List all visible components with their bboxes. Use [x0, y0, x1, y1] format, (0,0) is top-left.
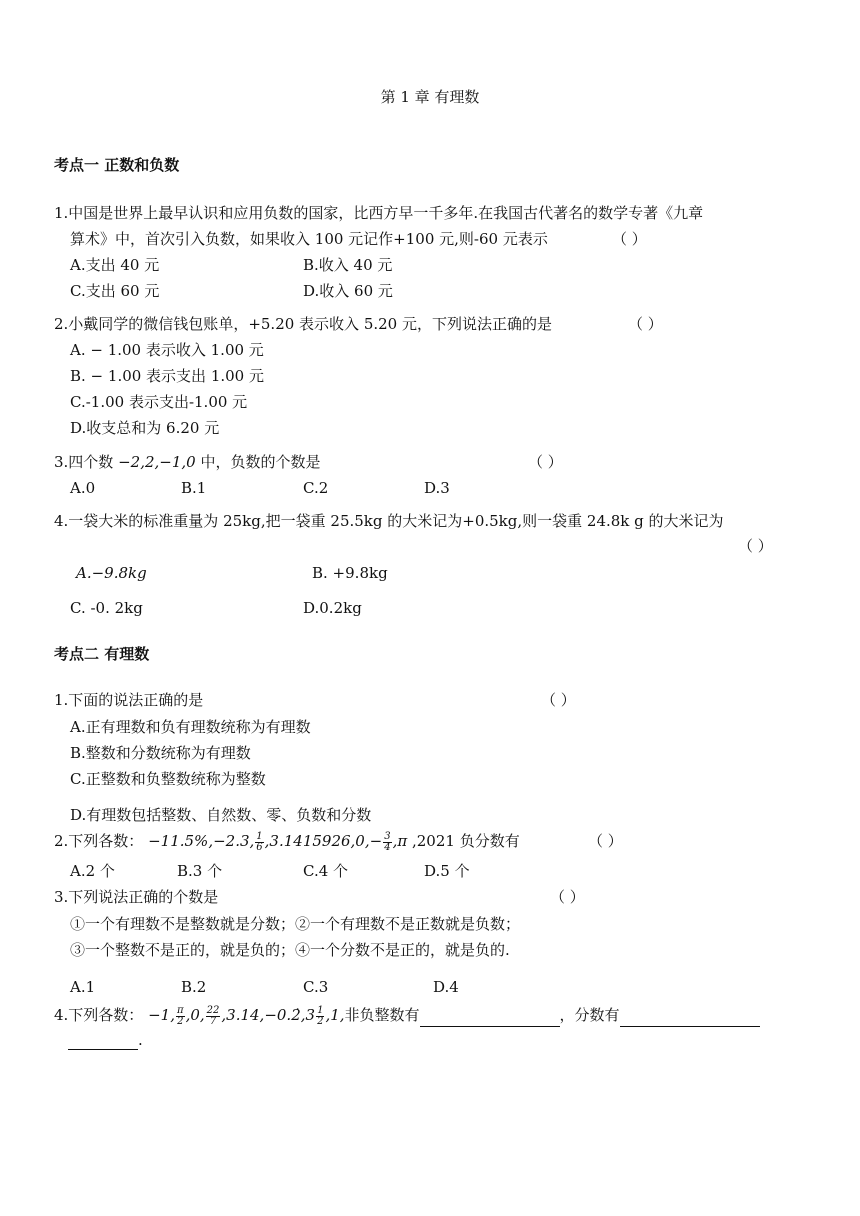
s1-q1-option-d: D.收入 60 元: [303, 282, 393, 300]
s1-q3-numbers: −2,2,−1,0: [118, 453, 196, 471]
s2-q2-stem: [54, 830, 520, 853]
s1-q3-stem-a: 3.四个数: [54, 453, 119, 471]
s1-q2-option-b: B. − 1.00 表示支出 1.00 元: [70, 367, 264, 385]
s1-q2-stem: 2.小戴同学的微信钱包账单，+5.20 表示收入 5.20 元，下列说法正确的是: [54, 315, 552, 333]
math-part: ,3.14,−0.2̇,3: [221, 1006, 316, 1024]
fraction-numerator: 1: [256, 830, 263, 842]
s2-q2-lead: 2.下列各数：: [54, 832, 144, 850]
fraction-numerator: 3: [384, 830, 391, 842]
answer-blank-nonneg-integers[interactable]: [420, 1010, 560, 1027]
fraction-numerator: π: [176, 1004, 184, 1016]
section-heading-2: 考点二 有理数: [54, 645, 150, 663]
answer-blank-fractions-cont[interactable]: [68, 1033, 138, 1050]
s2-q3-statement-line2: ③一个整数不是正的，就是负的；④一个分数不是正的，就是负的.: [70, 941, 510, 959]
fraction-numerator: 1: [317, 1004, 324, 1016]
s2-q3-option-d: D.4: [433, 978, 459, 996]
s1-q4-option-c: C. -0. 2kg: [70, 599, 143, 617]
s2-q2-option-a: A.2 个: [70, 862, 115, 880]
fraction-numerator: 22: [206, 1004, 220, 1016]
fraction-denominator: 2: [177, 1015, 184, 1027]
answer-parentheses: （ ）: [612, 230, 647, 248]
fraction-one-half: [316, 1006, 324, 1027]
math-part: −1,: [148, 1006, 175, 1024]
answer-parentheses: （ ）: [738, 537, 773, 555]
s2-q4-continuation: [68, 1030, 143, 1050]
s1-q1-option-b: B.收入 40 元: [303, 256, 393, 274]
s1-q1-option-a: A.支出 40 元: [70, 256, 160, 274]
answer-parentheses: （ ）: [528, 453, 563, 471]
s1-q2-option-c: C.-1.00 表示支出-1.00 元: [70, 393, 248, 411]
math-part: ,3.1415926,0,−: [264, 832, 383, 850]
s2-q2-option-d: D.5 个: [424, 862, 470, 880]
s2-q2-option-c: C.4 个: [303, 862, 349, 880]
fraction-three-quarters: [383, 832, 391, 853]
fraction-pi-over-two: [176, 1006, 185, 1027]
answer-parentheses: （ ）: [550, 888, 585, 906]
answer-parentheses: （ ）: [628, 315, 663, 333]
s1-q2-option-a: A. − 1.00 表示收入 1.00 元: [70, 341, 264, 359]
s1-q3-option-c: C.2: [303, 479, 329, 497]
answer-blank-fractions[interactable]: [620, 1010, 760, 1027]
s1-q1-stem-line1: 1.中国是世界上最早认识和应用负数的国家，比西方早一千多年.在我国古代著名的数学专著《九章: [54, 204, 704, 222]
s2-q3-stem: 3.下列说法正确的个数是: [54, 888, 219, 906]
s2-q3-option-c: C.3: [303, 978, 329, 996]
fraction-denominator: 4: [384, 841, 391, 853]
fraction-one-sixth: [255, 832, 263, 853]
s2-q4-label-fractions: ，分数有: [559, 1006, 620, 1024]
s2-q1-option-b: B.整数和分数统称为有理数: [70, 744, 251, 762]
page-title: 第 1 章 有理数: [380, 88, 480, 106]
s1-q3-stem: [54, 452, 321, 472]
s1-q4-option-d: D.0.2kg: [303, 599, 362, 617]
s2-q1-option-d: D.有理数包括整数、自然数、零、负数和分数: [70, 806, 372, 824]
math-part: ,0,: [185, 1006, 205, 1024]
s1-q2-option-d: D.收支总和为 6.20 元: [70, 419, 220, 437]
s2-q1-option-c: C.正整数和负整数统称为整数: [70, 770, 266, 788]
fraction-denominator: 6: [256, 841, 263, 853]
s2-q4-label-nonneg-integers: 非负整数有: [344, 1006, 420, 1024]
s2-q1-option-a: A.正有理数和负有理数统称为有理数: [70, 718, 311, 736]
fraction-denominator: 2: [317, 1015, 324, 1027]
math-part: −11.5%,−2.3,: [148, 832, 255, 850]
s2-q4-math: [148, 1004, 345, 1027]
answer-parentheses: （ ）: [541, 691, 576, 709]
s2-q3-statement-line1: ①一个有理数不是整数就是分数；②一个有理数不是正数就是负数；: [70, 915, 521, 933]
answer-parentheses: （ ）: [588, 832, 623, 850]
math-part: ,1,: [325, 1006, 345, 1024]
fraction-22-over-7: [206, 1006, 221, 1027]
s2-q4-lead: 4.下列各数：: [54, 1006, 144, 1024]
s2-q3-option-a: A.1: [70, 978, 96, 996]
s1-q4-option-b: B. +9.8kg: [312, 564, 388, 582]
s2-q4-stem: [54, 1004, 760, 1027]
section-heading-1: 考点一 正数和负数: [54, 156, 180, 174]
s2-q4-end: .: [138, 1031, 143, 1049]
math-part: ,π: [392, 832, 408, 850]
s1-q1-option-c: C.支出 60 元: [70, 282, 160, 300]
s2-q1-stem: 1.下面的说法正确的是: [54, 691, 204, 709]
s1-q3-stem-b: 中，负数的个数是: [195, 453, 321, 471]
s1-q4-stem: 4.一袋大米的标准重量为 25kg,把一袋重 25.5kg 的大米记为+0.5kg,则一袋重 24.8k g 的大米记为: [54, 512, 724, 530]
s1-q1-stem-line2: 算术》中，首次引入负数，如果收入 100 元记作+100 元,则-60 元表示: [70, 230, 548, 248]
s2-q2-option-b: B.3 个: [177, 862, 223, 880]
s1-q3-option-a: A.0: [70, 479, 96, 497]
s1-q3-option-b: B.1: [181, 479, 207, 497]
s2-q2-math: [148, 830, 408, 853]
s1-q3-option-d: D.3: [424, 479, 450, 497]
s2-q2-tail: ,2021 负分数有: [407, 832, 520, 850]
s2-q3-option-b: B.2: [181, 978, 207, 996]
fraction-denominator: 7: [209, 1015, 217, 1027]
s1-q4-option-a: A.−9.8kg: [76, 564, 147, 582]
